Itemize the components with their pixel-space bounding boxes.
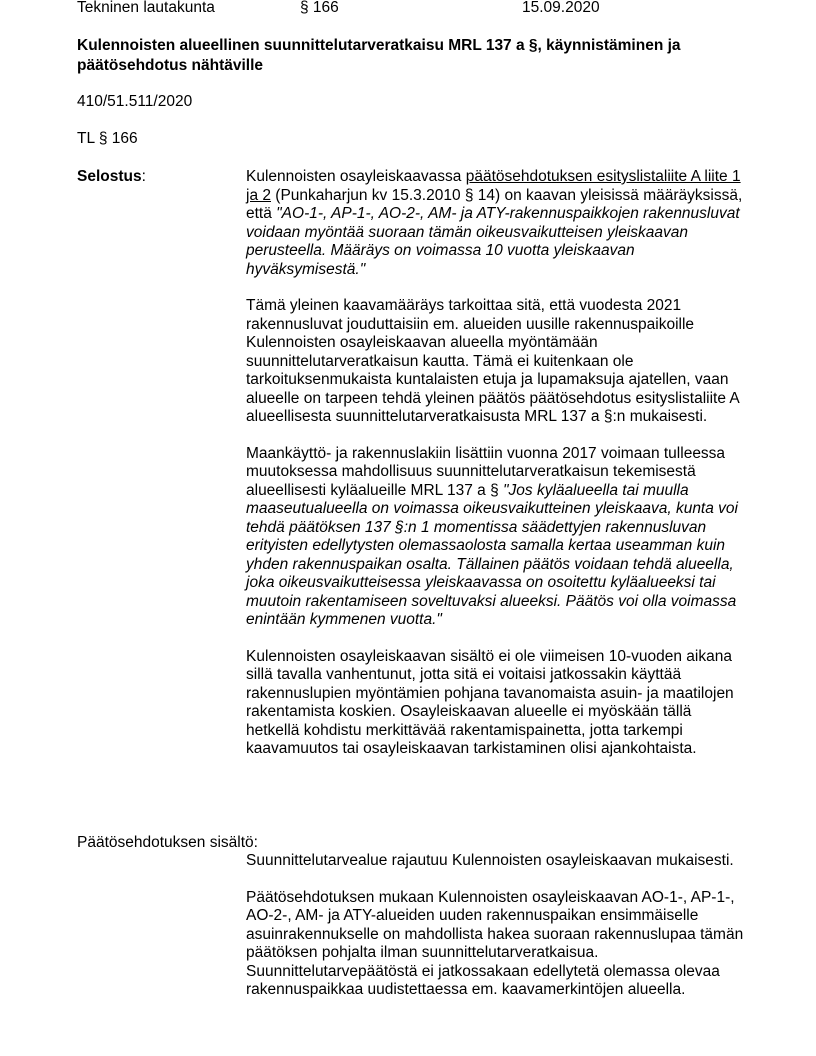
header-committee: Tekninen lautakunta [77,0,215,16]
selostus-paragraph-1 [246,168,746,279]
header-date: 15.09.2020 [522,0,600,16]
selostus-paragraph-3 [246,445,746,630]
selostus-paragraph-2: Tämä yleinen kaavamääräys tarkoittaa sitä, että vuodesta 2021 rakennusluvat jouduttaisiin em. alueiden uusille rakennuspaikoille Kulennoisten osayleiskaavan alueella myöntämään suunnittelutarveratkaisun kautta. Tämä ei kuitenkaan ole tarkoituksenmukaista kuntalaisten etuja ja lupamaksuja ajatellen, vaan alueelle on tarpeen tehdä yleinen päätös päätösehdotus esityslistaliite A alueellisesta suunnittelutarveratkaisusta MRL 137 a §:n mukaisesti. [246,297,739,425]
header-section: § 166 [300,0,339,16]
sisalto-label: Päätösehdotuksen sisältö: [77,834,258,851]
reference-number: 410/51.511/2020 [77,93,193,110]
selostus-p1-quote: "AO-1-, AP-1-, AO-2-, AM- ja ATY-rakennuspaikkojen rakennusluvat voidaan myöntää suoraan tämän oikeusvaikutteisen yleiskaavan perusteella. Määräys on voimassa 10 vuotta yleiskaavan hyväksymisestä." [246,205,740,278]
selostus-label-row [77,168,146,187]
selostus-p3-text: Maankäyttö- ja rakennuslakiin lisättiin vuonna 2017 voimaan tulleessa muutoksessa mahdollisuus suunnittelutarveratkaisun tekemisestä alueellisesti kyläalueille MRL 137 a § [246,444,726,499]
selostus-paragraph-4: Kulennoisten osayleiskaavan sisältö ei ole viimeisen 10-vuoden aikana sillä tavalla vanhentunut, jotta sitä ei voitaisi jatkossakin käyttää rakennuslupien myöntämien pohjana tavanomaista asuin- ja maatilojen rakentamista koskien. Osayleiskaavan alueelle ei myöskään tällä hetkellä kohdistu merkittävää rakentamispainetta, jotta tarkempi kaavamuutos tai osayleiskaavan tarkistaminen olisi ajankohtaista. [246,647,734,757]
tl-reference: TL § 166 [77,130,138,147]
selostus-p1-before-link: Kulennoisten osayleiskaavassa [246,168,466,185]
selostus-p3-quote: "Jos kyläalueella tai muulla maaseutualueella on voimassa oikeusvaikutteinen yleiskaava, kunta voi tehdä päätöksen 137 §:n 1 momentissa säädettyjen rakennusluvan erityisten edellytysten olemassaolosta samalla kertaa useamman kuin yhden rakennuspaikan osalta. Tällainen päätös voidaan tehdä alueella, joka oikeusvaikutteisessa yleiskaavassa on osoitettu kyläalueeksi tai muutoin rakentamiseen soveltuvaksi alueeksi. Päätös voi olla voimassa enintään kymmenen vuotta." [246,481,738,628]
sisalto-body [246,852,746,1018]
selostus-colon: : [141,168,146,185]
selostus-p1-after-link: (Punkaharjun kv 15.3.2010 § 14) on kaavan yleisissä määräyksissä, että [246,186,743,222]
page-title: Kulennoisten alueellinen suunnittelutarveratkaisu MRL 137 a §, käynnistäminen ja päätösehdotus nähtäville [77,37,681,74]
selostus-label: Selostus [77,168,142,185]
attachment-link[interactable]: päätösehdotuksen esityslistaliite A liite 1 ja 2 [246,168,741,204]
sisalto-paragraph-1: Suunnittelutarvealue rajautuu Kulennoisten osayleiskaavan mukaisesti. [246,852,734,869]
selostus-body [246,168,746,777]
sisalto-paragraph-2: Päätösehdotuksen mukaan Kulennoisten osayleiskaavan AO-1-, AP-1-, AO-2-, AM- ja ATY-alueiden uuden rakennuspaikan ensimmäiselle asuinrakennukselle on mahdollista hakea suoraan rakennuslupaa tämän päätöksen pohjalta ilman suunnittelutarveratkaisua. Suunnittelutarvepäätöstä ei jatkossakaan edellytetä olemassa olevaa rakennuspaikkaa uudistettaessa em. kaavamerkintöjen alueella. [246,888,744,998]
